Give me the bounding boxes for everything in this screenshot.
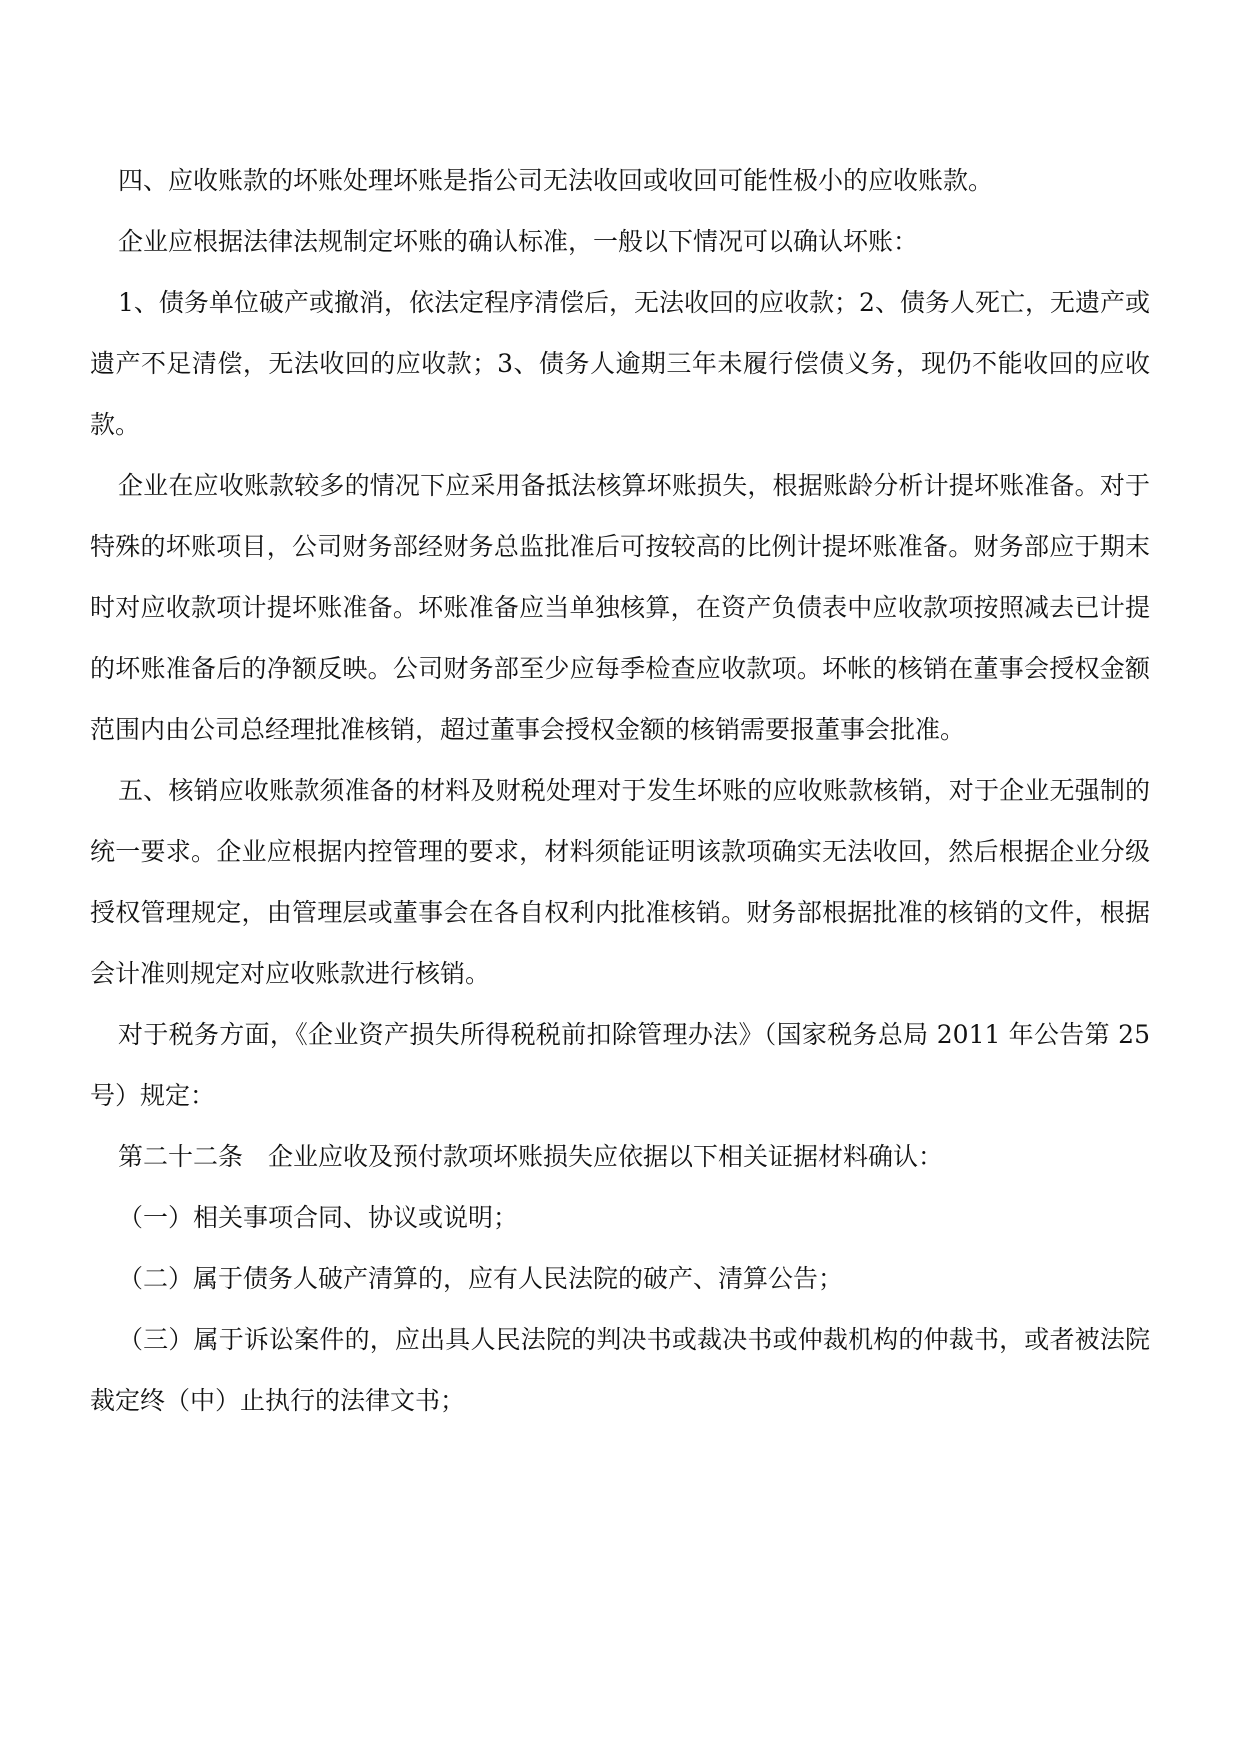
- list-item-contracts: （一）相关事项合同、协议或说明；: [118, 1203, 519, 1232]
- paragraph-write-off-materials: 五、核销应收账款须准备的材料及财税处理对于发生坏账的应收账款核销，对于企业无强制的统一要求。企业应根据内控管理的要求，材料须能证明该款项确实无法收回，然后根据企业分级授权管理规定，由管理层或董事会在各自权利内批准核销。财务部根据批准的核销的文件，根据会计准则规定对应收账款进行核销。: [90, 776, 1150, 988]
- list-item-litigation: （三）属于诉讼案件的，应出具人民法院的判决书或裁决书或仲裁机构的仲裁书，或者被法院裁定终（中）止执行的法律文书；: [90, 1325, 1150, 1415]
- paragraph-recognition-cases: 1、债务单位破产或撤消，依法定程序清偿后，无法收回的应收款；2、债务人死亡，无遗产或遗产不足清偿，无法收回的应收款；3、债务人逾期三年未履行偿债义务，现仍不能收回的应收款。: [90, 288, 1150, 439]
- paragraph-recognition-standard: 企业应根据法律法规制定坏账的确认标准，一般以下情况可以确认坏账：: [118, 227, 919, 256]
- paragraph-bad-debt-definition: 四、应收账款的坏账处理坏账是指公司无法收回或收回可能性极小的应收账款。: [118, 166, 994, 195]
- list-item-bankruptcy: （二）属于债务人破产清算的，应有人民法院的破产、清算公告；: [118, 1264, 844, 1293]
- paragraph-tax-regulation: 对于税务方面，《企业资产损失所得税税前扣除管理办法》（国家税务总局 2011 年公告第 25 号）规定：: [90, 1020, 1150, 1110]
- document-body: [90, 150, 1150, 1431]
- paragraph-article-22: 第二十二条 企业应收及预付款项坏账损失应依据以下相关证据材料确认：: [118, 1142, 944, 1171]
- paragraph-allowance-method: 企业在应收账款较多的情况下应采用备抵法核算坏账损失，根据账龄分析计提坏账准备。对于特殊的坏账项目，公司财务部经财务总监批准后可按较高的比例计提坏账准备。财务部应于期末时对应收款项计提坏账准备。坏账准备应当单独核算，在资产负债表中应收款项按照减去已计提的坏账准备后的净额反映。公司财务部至少应每季检查应收款项。坏帐的核销在董事会授权金额范围内由公司总经理批准核销，超过董事会授权金额的核销需要报董事会批准。: [90, 471, 1150, 744]
